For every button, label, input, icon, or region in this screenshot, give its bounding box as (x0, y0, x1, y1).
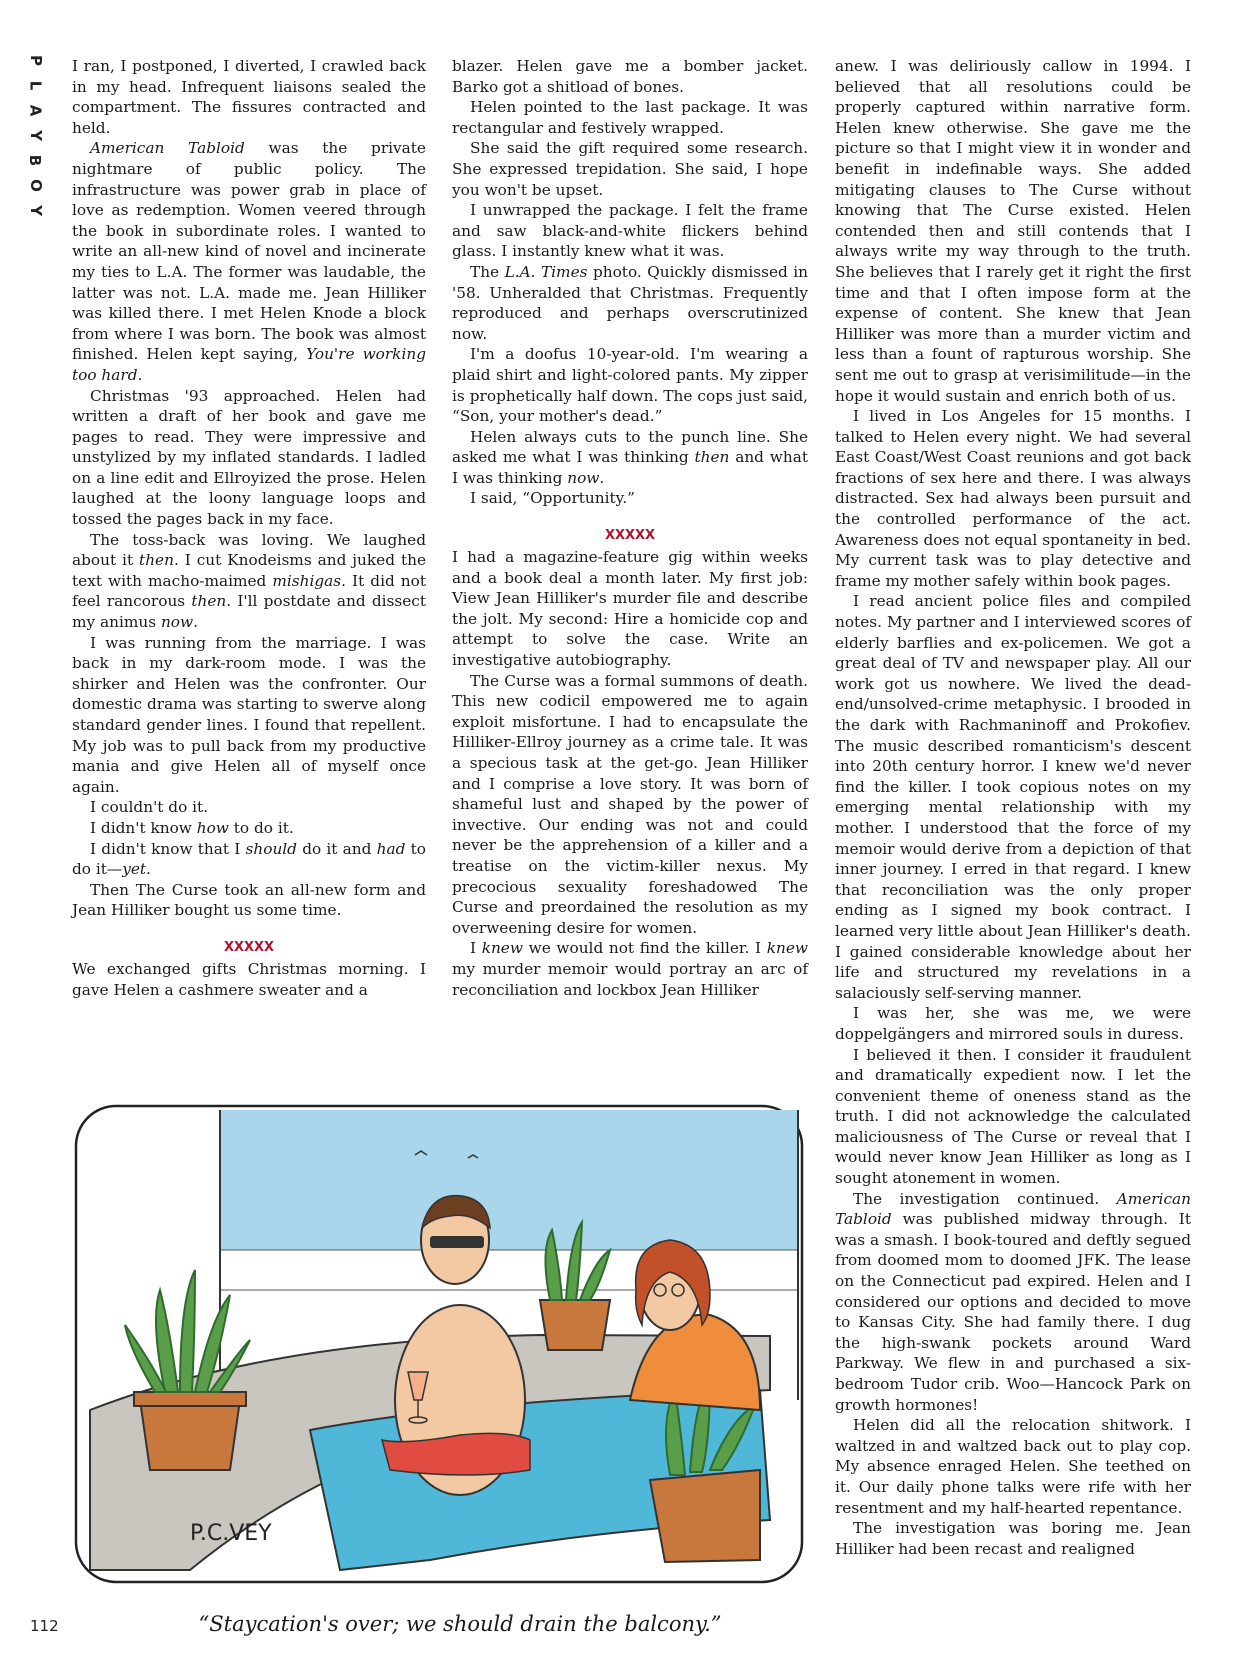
paragraph: I knew we would not find the killer. I knew my murder memoir would portray an arc of reconciliation and lockbox Jean Hilliker (452, 939, 808, 999)
mag-letter: B (26, 154, 45, 167)
mag-letter: A (26, 104, 45, 117)
paragraph: We exchanged gifts Christmas morning. I gave Helen a cashmere sweater and a (72, 959, 426, 999)
paragraph: I was her, she was me, we were doppelgängers and mirrored souls in duress. (835, 1004, 1191, 1043)
mag-letter: L (26, 80, 45, 91)
paragraph: The L.A. Times photo. Quickly dismissed in '58. Unheralded that Christmas. Frequently reproduced and perhaps overscrutinized now. (452, 262, 808, 343)
paragraph: I couldn't do it. (90, 798, 209, 817)
paragraph: anew. I was deliriously callow in 1994. I believed that all resolutions could be properly captured within narrative form. Helen knew otherwise. She gave me the picture so that I might view it in wonder and benefit in indefinable ways. She added mitigating clauses to The Curse without knowing that The Curse existed. Helen contended then and still contends that I always write my way through to the truth. She believes that I rarely get it right the first time and that I often impose form at the expense of content. She knew that Jean Hilliker was more than a murder victim and less than a fount of rapturous worship. She sent me out to grasp at verisimilitude—in the hope it would sustain and enrich both of us. (835, 57, 1191, 405)
paragraph: She said the gift required some research. She expressed trepidation. She said, I hope you won't be upset. (452, 139, 808, 199)
paragraph: I'm a doofus 10-year-old. I'm wearing a plaid shirt and light-colored pants. My zipper is prophetically half down. The cops just said, “Son, your mother's dead.” (452, 345, 808, 426)
paragraph: The investigation was boring me. Jean Hilliker had been recast and realigned (835, 1519, 1191, 1558)
paragraph: Christmas '93 approached. Helen had written a draft of her book and gave me pages to read. They were impressive and unstylized by my inflated standards. I ladled on a line edit and Ellroyized the prose. Helen laughed at the loony language loops and tossed the pages back in my face. (72, 386, 426, 529)
paragraph: Helen pointed to the last package. It was rectangular and festively wrapped. (452, 98, 808, 137)
section-separator: XXXXX (223, 939, 275, 955)
paragraph: I unwrapped the package. I felt the frame and saw black-and-white flickers behind glass. I instantly knew what it was. (452, 201, 808, 261)
paragraph: Helen did all the relocation shitwork. I waltzed in and waltzed back out to play cop. My absence enraged Helen. She teethed on it. Our daily phone talks were rife with her resentment and my half-hearted repentance. (835, 1416, 1191, 1517)
mag-letter: P (26, 55, 45, 66)
mag-letter: Y (26, 130, 45, 141)
paragraph: I believed it then. I consider it fraudulent and dramatically expedient now. I let the convenient theme of oneness stand as the truth. I did not acknowledge the calculated maliciousness of The Curse or reveal that I would never know Jean Hilliker as long as I sought atonement in women. (835, 1045, 1191, 1188)
magazine-name-vertical (24, 48, 46, 223)
paragraph: I had a magazine-feature gig within weeks and a book deal a month later. My first job: View Jean Hilliker's murder file and describe the jolt. My second: Hire a homicide cop and attempt to solve the case. Write an investigative autobiography. (452, 548, 808, 670)
paragraph: I ran, I postponed, I diverted, I crawled back in my head. Infrequent liaisons sealed the compartment. The fissures contracted and held. (72, 57, 426, 137)
paragraph: I was running from the marriage. I was back in my dark-room mode. I was the shirker and Helen was the confronter. Our domestic drama was starting to swerve along standard gender lines. I found that repellent. My job was to pull back from my productive mania and give Helen all of myself once again. (72, 633, 426, 796)
section-separator: XXXXX (604, 528, 656, 544)
paragraph: I read ancient police files and compiled notes. My partner and I interviewed scores of elderly barflies and ex-policemen. We got a great deal of TV and newspaper play. All our work got us nowhere. We lived the dead-end/unsolved-crime metaphysic. I brooded in the dark with Rachmaninoff and Prokofiev. The music described romanticism's descent into 20th century horror. I knew we'd never find the killer. I took copious notes on my emerging mental relationship with my mother. I understood that the force of my memoir would derive from a depiction of that inner journey. I erred in that regard. I knew that reconciliation was the only proper ending as I signed my book contract. I learned very little about Jean Hilliker's death. I gained considerable knowledge about her life and structured my revelations in a salaciously self-serving manner. (835, 592, 1191, 1002)
paragraph: I said, “Opportunity.” (470, 489, 635, 508)
paragraph: The toss-back was loving. We laughed about it then. I cut Knodeisms and juked the text with macho-maimed mishigas. It did not feel rancorous then. I'll postdate and dissect my animus now. (72, 530, 427, 632)
paragraph: I didn't know how to do it. (90, 818, 294, 837)
article-column-3 (835, 56, 1191, 1559)
cartoon-illustration (70, 1100, 808, 1588)
paragraph: I lived in Los Angeles for 15 months. I talked to Helen every night. We had several East Coast/West Coast reunions and got back fractions of sex here and there. I was always distracted. Sex had always been pursuit and the controlled performance of the act. Awareness does not equal spontaneity in bed. My current task was to play detective and frame my mother safely within book pages. (835, 407, 1191, 590)
article-column-1 (72, 56, 426, 1000)
paragraph: American Tabloid was the private nightmare of public policy. The infrastructure was power grab in place of love as redemption. Women veered through the book in subordinate roles. I wanted to write an all-new kind of novel and incinerate my ties to L.A. The former was laudable, the latter was not. L.A. made me. Jean Hilliker was killed there. I met Helen Knode a block from where I was born. The book was almost finished. Helen kept saying, You're working too hard. (72, 139, 426, 384)
mag-letter: O (26, 179, 45, 192)
paragraph: The investigation continued. American Tabloid was published midway through. It was a smash. I book-toured and deftly segued from doomed mom to doomed JFK. The lease on the Connecticut pad expired. Helen and I considered our options and decided to move to Kansas City. She had family there. I dug the high-swank pockets around Ward Parkway. We flew in and purchased a six-bedroom Tudor crib. Woo—Hancock Park on growth hormones! (835, 1189, 1191, 1414)
page-number: 112 (30, 1617, 59, 1635)
paragraph: Then The Curse took an all-new form and Jean Hilliker bought us some time. (72, 880, 426, 920)
cartoonist-signature: P.C.VEY (190, 1521, 272, 1546)
paragraph: The Curse was a formal summons of death. This new codicil empowered me to again exploit misfortune. I had to encapsulate the Hilliker-Ellroy journey as a crime tale. It was a specious task at the get-go. Jean Hilliker and I comprise a love story. It was born of shameful lust and shaped by the power of invective. Our ending was not and could never be the apprehension of a killer and a treatise on the victim-killer nexus. My precocious sexuality foreshadowed The Curse and preordained the resolution as my overweening desire for women. (452, 671, 808, 937)
paragraph: blazer. Helen gave me a bomber jacket. Barko got a shitload of bones. (452, 57, 808, 96)
article-column-2 (452, 56, 808, 1000)
paragraph: Helen always cuts to the punch line. She asked me what I was thinking then and what I was thinking now. (452, 427, 809, 487)
paragraph: I didn't know that I should do it and had to do it—yet. (72, 839, 426, 879)
mag-letter: Y (26, 205, 45, 216)
cartoon-caption: “Staycation's over; we should drain the balcony.” (198, 1612, 722, 1636)
